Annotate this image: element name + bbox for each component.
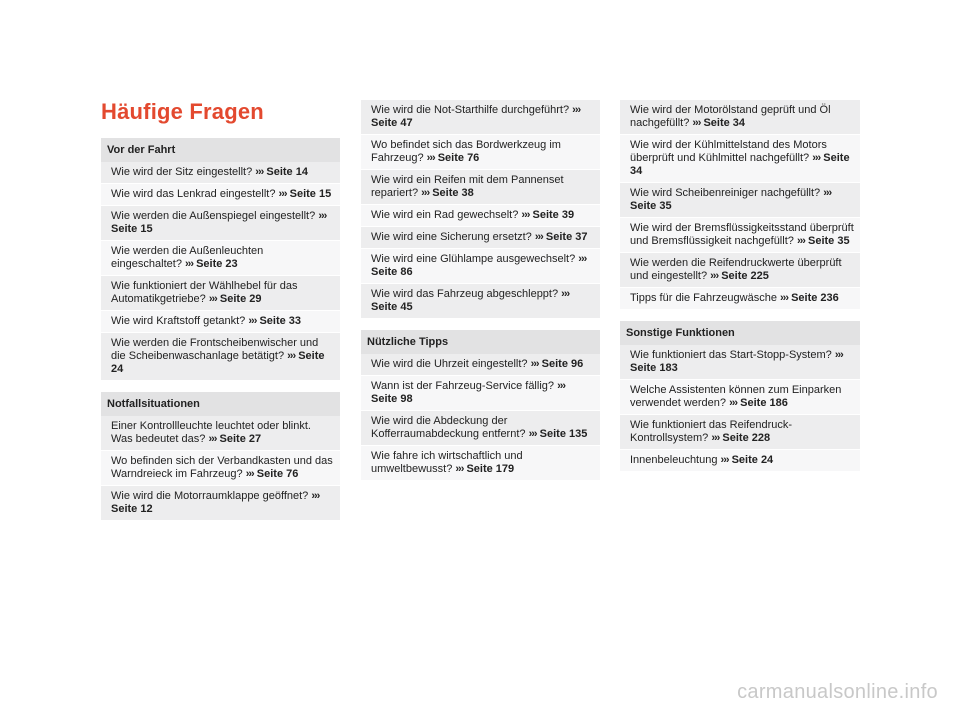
page-reference-link[interactable]: Seite 76 (256, 468, 299, 480)
faq-question: Wie wird Kraftstoff getankt? (111, 315, 246, 327)
page-ref-arrow-icon: ››› (796, 235, 805, 247)
faq-question: Wie wird der Kühlmittelstand des Motors überprüft und Kühlmittel nachgefüllt? (630, 139, 827, 164)
faq-item[interactable] (361, 354, 600, 376)
page-ref-arrow-icon: ››› (528, 428, 537, 440)
faq-section (101, 138, 340, 381)
faq-item[interactable] (361, 446, 600, 481)
faq-question: Wie werden die Außenspiegel eingestellt? (111, 210, 316, 222)
faq-question: Einer Kontrollleuchte leuchtet oder blinkt. Was bedeutet das? (111, 420, 311, 445)
section-heading: Notfallsituationen (101, 392, 340, 416)
faq-question: Wie wird die Not-Starthilfe durchgeführt? (371, 104, 570, 116)
page-ref-arrow-icon: ››› (311, 490, 320, 502)
page-ref-arrow-icon: ››› (530, 358, 539, 370)
page-reference-link[interactable]: Seite 45 (371, 301, 413, 313)
faq-question: Wie funktioniert der Wählhebel für das Automatikgetriebe? (111, 280, 298, 305)
column-1 (101, 138, 340, 532)
faq-item[interactable] (101, 333, 340, 381)
faq-question: Wie werden die Reifendruckwerte überprüft und eingestellt? (630, 257, 842, 282)
section-heading: Sonstige Funktionen (620, 321, 860, 345)
faq-item[interactable] (101, 162, 340, 184)
page-ref-arrow-icon: ››› (710, 270, 719, 282)
faq-item[interactable] (361, 135, 600, 170)
faq-item[interactable] (101, 311, 340, 333)
faq-question: Wie wird der Bremsflüssigkeitsstand überprüft und Bremsflüssigkeit nachgefüllt? (630, 222, 854, 247)
page-reference-link[interactable]: Seite 179 (466, 463, 515, 475)
faq-question: Wie wird die Uhrzeit eingestellt? (371, 358, 528, 370)
faq-item[interactable] (620, 253, 860, 288)
page-ref-arrow-icon: ››› (834, 349, 843, 361)
page-reference-link[interactable]: Seite 12 (111, 503, 153, 515)
faq-question: Wo befinden sich der Verbandkasten und das Warndreieck im Fahrzeug? (111, 455, 333, 480)
page-reference-link[interactable]: Seite 15 (289, 188, 332, 200)
page-reference-link[interactable]: Seite 35 (630, 200, 672, 212)
page-ref-arrow-icon: ››› (823, 187, 832, 199)
page-ref-arrow-icon: ››› (557, 380, 566, 392)
page-reference-link[interactable]: Seite 47 (371, 117, 413, 129)
section-heading: Nützliche Tipps (361, 330, 600, 354)
column-2 (361, 100, 600, 492)
page-reference-link[interactable]: Seite 29 (219, 293, 262, 305)
page-reference-link[interactable]: Seite 183 (630, 362, 678, 374)
faq-question: Wann ist der Fahrzeug-Service fällig? (371, 380, 555, 392)
page-ref-arrow-icon: ››› (711, 432, 720, 444)
faq-item[interactable] (101, 276, 340, 311)
faq-question: Wie fahre ich wirtschaftlich und umweltbewusst? (371, 450, 523, 475)
page-reference-link[interactable]: Seite 34 (630, 152, 850, 177)
faq-section (620, 321, 860, 472)
faq-item[interactable] (620, 288, 860, 310)
page-reference-link[interactable]: Seite 228 (722, 432, 771, 444)
faq-item[interactable] (620, 450, 860, 472)
faq-item[interactable] (101, 486, 340, 521)
page-ref-arrow-icon: ››› (572, 104, 581, 116)
page-reference-link[interactable]: Seite 39 (532, 209, 575, 221)
page-ref-arrow-icon: ››› (421, 187, 430, 199)
page-reference-link[interactable]: Seite 35 (808, 235, 850, 247)
faq-item[interactable] (620, 135, 860, 183)
faq-item[interactable] (101, 451, 340, 486)
page-reference-link[interactable]: Seite 135 (539, 428, 588, 440)
faq-item[interactable] (620, 345, 860, 380)
faq-question: Wie wird das Lenkrad eingestellt? (111, 188, 276, 200)
faq-question: Wie wird Scheibenreiniger nachgefüllt? (630, 187, 821, 199)
faq-item[interactable] (620, 415, 860, 450)
faq-question: Wie wird die Abdeckung der Kofferraumabdeckung entfernt? (371, 415, 526, 440)
faq-question: Wie wird die Motorraumklappe geöffnet? (111, 490, 309, 502)
page-ref-arrow-icon: ››› (561, 288, 570, 300)
faq-item[interactable] (361, 227, 600, 249)
faq-question: Wie wird eine Glühlampe ausgewechselt? (371, 253, 576, 265)
faq-section (620, 100, 860, 310)
faq-question: Welche Assistenten können zum Einparken verwendet werden? (630, 384, 842, 409)
faq-item[interactable] (620, 183, 860, 218)
page-reference-link[interactable]: Seite 37 (545, 231, 588, 243)
faq-item[interactable] (361, 249, 600, 284)
faq-question: Tipps für die Fahrzeugwäsche (630, 292, 777, 304)
page-reference-link[interactable]: Seite 186 (740, 397, 788, 409)
page-reference-link[interactable]: Seite 24 (111, 350, 325, 375)
faq-item[interactable] (361, 100, 600, 135)
faq-item[interactable] (620, 380, 860, 415)
faq-question: Wie wird der Sitz eingestellt? (111, 166, 253, 178)
page-ref-arrow-icon: ››› (534, 231, 543, 243)
faq-item[interactable] (101, 416, 340, 451)
page-reference-link[interactable]: Seite 27 (219, 433, 262, 445)
page-ref-arrow-icon: ››› (255, 166, 264, 178)
faq-item[interactable] (361, 205, 600, 227)
page-reference-link[interactable]: Seite 23 (196, 258, 238, 270)
page-reference-link[interactable]: Seite 38 (432, 187, 474, 199)
page-ref-arrow-icon: ››› (426, 152, 435, 164)
faq-question: Wie wird der Motorölstand geprüft und Öl nachgefüllt? (630, 104, 831, 129)
page-ref-arrow-icon: ››› (278, 188, 287, 200)
faq-question: Wie wird das Fahrzeug abgeschleppt? (371, 288, 559, 300)
page-ref-arrow-icon: ››› (287, 350, 296, 362)
page-ref-arrow-icon: ››› (318, 210, 327, 222)
page-reference-link[interactable]: Seite 34 (703, 117, 746, 129)
page-reference-link[interactable]: Seite 14 (266, 166, 308, 178)
page-reference-link[interactable]: Seite 33 (259, 315, 302, 327)
page-ref-arrow-icon: ››› (185, 258, 194, 270)
page-ref-arrow-icon: ››› (780, 292, 789, 304)
faq-item[interactable] (101, 206, 340, 241)
watermark: carmanualsonline.info (737, 681, 938, 703)
page-ref-arrow-icon: ››› (729, 397, 738, 409)
page-title: Häufige Fragen (101, 99, 264, 124)
faq-item[interactable] (101, 184, 340, 206)
page-ref-arrow-icon: ››› (248, 315, 257, 327)
page-ref-arrow-icon: ››› (720, 454, 729, 466)
page-reference-link[interactable]: Seite 15 (111, 223, 153, 235)
page-reference-link[interactable]: Seite 76 (437, 152, 480, 164)
faq-question: Wie wird ein Rad gewechselt? (371, 209, 519, 221)
page-ref-arrow-icon: ››› (208, 433, 217, 445)
faq-question: Wie werden die Frontscheibenwischer und die Scheibenwaschanlage betätigt? (111, 337, 319, 362)
faq-item[interactable] (361, 284, 600, 319)
faq-question: Wie funktioniert das Start-Stopp-System? (630, 349, 832, 361)
faq-question: Innenbeleuchtung (630, 454, 718, 466)
faq-question: Wie werden die Außenleuchten eingeschaltet? (111, 245, 264, 270)
page-ref-arrow-icon: ››› (812, 152, 821, 164)
faq-section (101, 392, 340, 521)
faq-question: Wo befindet sich das Bordwerkzeug im Fahrzeug? (371, 139, 561, 164)
page-ref-arrow-icon: ››› (245, 468, 254, 480)
faq-item[interactable] (620, 100, 860, 135)
section-heading: Vor der Fahrt (101, 138, 340, 162)
faq-item[interactable] (620, 218, 860, 253)
page-reference-link[interactable]: Seite 225 (721, 270, 769, 282)
page-reference-link[interactable]: Seite 96 (541, 358, 584, 370)
page-ref-arrow-icon: ››› (578, 253, 587, 265)
faq-question: Wie wird ein Reifen mit dem Pannenset repariert? (371, 174, 564, 199)
page-reference-link[interactable]: Seite 24 (731, 454, 774, 466)
page-ref-arrow-icon: ››› (455, 463, 464, 475)
page-ref-arrow-icon: ››› (521, 209, 530, 221)
faq-question: Wie funktioniert das Reifendruck-Kontrollsystem? (630, 419, 793, 444)
page-ref-arrow-icon: ››› (692, 117, 701, 129)
faq-item[interactable] (361, 376, 600, 411)
page-reference-link[interactable]: Seite 236 (791, 292, 839, 304)
faq-section (361, 100, 600, 319)
faq-question: Wie wird eine Sicherung ersetzt? (371, 231, 532, 243)
faq-item[interactable] (361, 170, 600, 205)
page-reference-link[interactable]: Seite 86 (371, 266, 413, 278)
faq-item[interactable] (361, 411, 600, 446)
page-reference-link[interactable]: Seite 98 (371, 393, 413, 405)
column-3 (620, 100, 860, 483)
faq-item[interactable] (101, 241, 340, 276)
faq-section (361, 330, 600, 481)
page-ref-arrow-icon: ››› (208, 293, 217, 305)
